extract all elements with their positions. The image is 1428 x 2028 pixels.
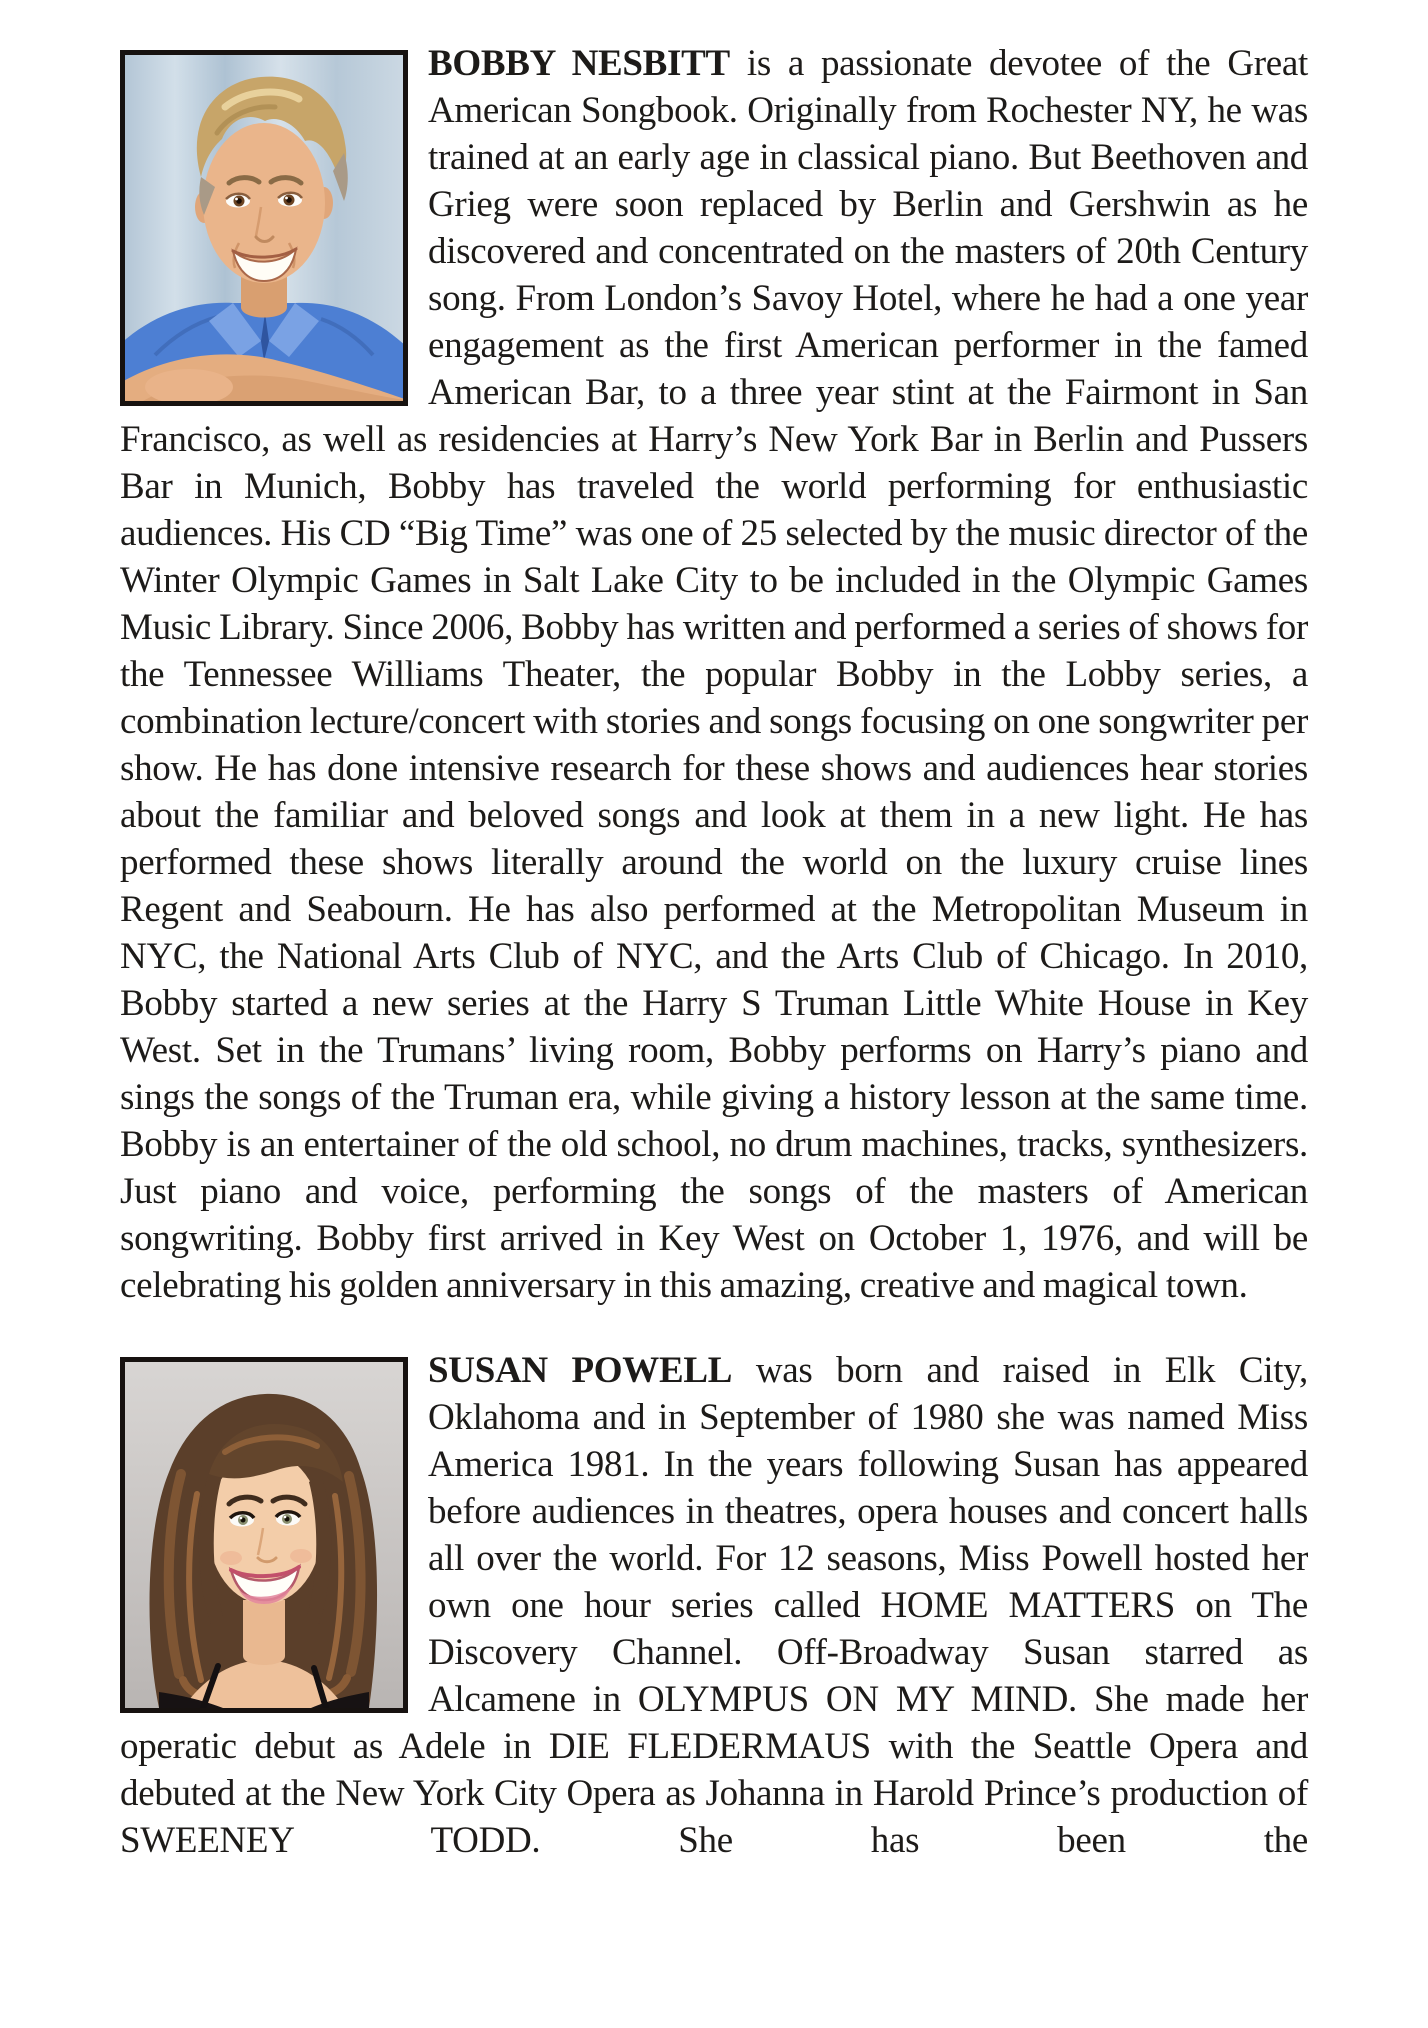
bobby-nesbitt-photo	[120, 50, 408, 406]
bio-name: BOBBY NESBITT	[428, 43, 730, 84]
bio-bobby-nesbitt	[120, 40, 1308, 1309]
bio-body-text: was born and raised in Elk City, Oklahoma and in September of 1980 she was named Miss America 1981. In the years following Susan has appeared before audiences in theatres, opera houses and concert halls all over the world. For 12 seasons, Miss Powell hosted her own one hour series called HOME MATTERS on The Discovery Channel. Off-Broadway Susan starred as Alcamene in OLYMPUS ON MY MIND. She made her operatic debut as Adele in DIE FLEDERMAUS with the Seattle Opera and debuted at the New York City Opera as Johanna in Harold Prince’s production of SWEENEY TODD. She has been the	[120, 1350, 1308, 1861]
bio-susan-powell	[120, 1347, 1308, 1864]
susan-powell-photo	[120, 1357, 408, 1713]
bobby-nesbitt-portrait-art	[125, 55, 403, 401]
bio-name: SUSAN POWELL	[428, 1350, 733, 1391]
susan-powell-portrait-art	[125, 1362, 403, 1708]
bio-body-text: is a passionate devotee of the Great American Songbook. Originally from Rochester NY, he was trained at an early age in classical piano. But Beethoven and Grieg were soon replaced by Berlin and Gershwin as he discovered and concentrated on the masters of 20th Century song. From London’s Savoy Hotel, where he had a one year engagement as the first American performer in the famed American Bar, to a three year stint at the Fairmont in San Francisco, as well as residencies at Harry’s New York Bar in Berlin and Pussers Bar in Munich, Bobby has traveled the world performing for enthusiastic audiences. His CD “Big Time” was one of 25 selected by the music director of the Winter Olympic Games in Salt Lake City to be included in the Olympic Games Music Library. Since 2006, Bobby has written and performed a series of shows for the Tennessee Williams Theater, the popular Bobby in the Lobby series, a combination lecture/concert with stories and songs focusing on one songwriter per show. He has done intensive research for these shows and audiences hear stories about the familiar and beloved songs and look at them in a new light. He has performed these shows literally around the world on the luxury cruise lines Regent and Seabourn. He has also performed at the Metropolitan Museum in NYC, the National Arts Club of NYC, and the Arts Club of Chicago. In 2010, Bobby started a new series at the Harry S Truman Little White House in Key West. Set in the Trumans’ living room, Bobby performs on Harry’s piano and sings the songs of the Truman era, while giving a history lesson at the same time. Bobby is an entertainer of the old school, no drum machines, tracks, synthesizers. Just piano and voice, performing the songs of the masters of American songwriting. Bobby first arrived in Key West on October 1, 1976, and will be celebrating his golden anniversary in this amazing, creative and magical town.	[120, 43, 1308, 1306]
